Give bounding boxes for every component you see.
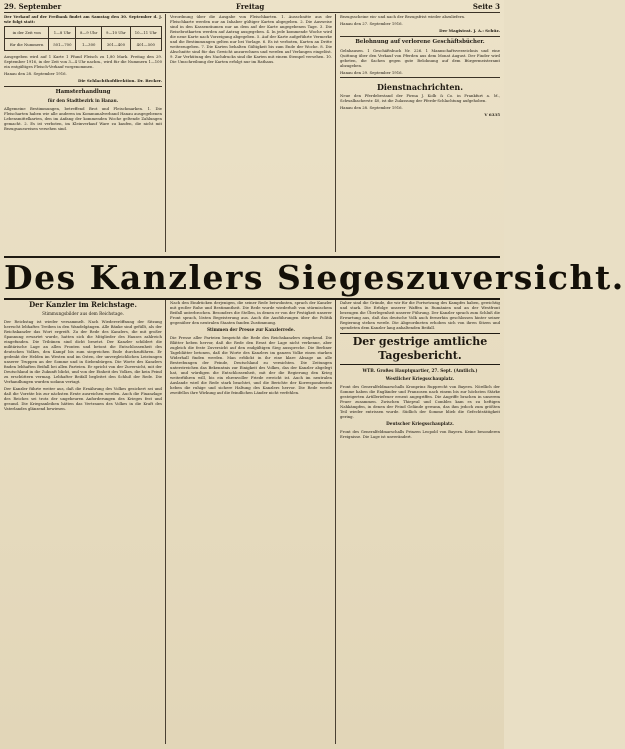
freibank-schedule-table xyxy=(4,26,162,51)
regulations-text: Verordnung über die Ausgabe von Fleischkarten. 1. Ausschnitte aus der Fleischkarte werden nur an Inhaber gültiger Karten abgegeben. 2. Die Ausweise sind in den Kassenräumen nur an dem auf der Karte angegebenen Tage. 3. Die Reisebrotkarten werden auf Antrag ausgegeben. 4. In jede kommende Woche wird die neue Karte nach Vorzeigung abgegeben. 5. Auf der Karte aufgeführte Vermerke und die Bestimmungen gelten nur bei Vorlage. 6. Es ist verboten, Karten an Dritte weiterzugeben. 7. Die Karten behalten Gültigkeit bis zum Ende der Woche. 8. Die Abschnitte sind für das Gewicht anzurechnen und werden auf Verlangen eingelöst. 9. Zur Verhütung des Nachdrucks sind die Karten mit einem Stempel versehen. 10. Die Umschreibung der Karten erfolgt nur im Rathaus. xyxy=(170,14,332,64)
table-cell: 1—8 Uhr xyxy=(49,27,76,39)
article-body: Nach den Eindrücken derjenigen, die seiner Rede beiwohnten, sprach der Kanzler mit großer Ruhe und Bestimmtheit. Die Rede wurde wiederholt von stürmischem Beifall unterbrochen. Besonders die Stellen, in denen er von der Festigkeit unserer Front sprach, lösten Begeisterung aus. Auch die Ausführungen über die Politik gegenüber den neutralen Staaten fanden Zustimmung. xyxy=(170,300,332,325)
article-body: Daher sind die Gründe, die wir für die Fortsetzung des Kampfes haben, gewichtig und stark. Die Erfolge unserer Waffen in Rumänien und an der Westfront bezeugen die Überlegenheit unserer Führung. Der Kanzler sprach zum Schluß die Erwartung aus, daß das deutsche Volk auch fernerhin geschlossen hinter seiner Regierung stehen werde. Die Abgeordneten erhoben sich von ihren Sitzen und spendeten dem Kanzler lang anhaltenden Beifall. xyxy=(340,300,500,330)
press-voices-body: Die Presse aller Parteien bespricht die Rede des Reichskanzlers eingehend. Die Blätter heben hervor, daß die Rede den Ernst der Lage nicht verkenne, aber zugleich die feste Zuversicht auf den endgültigen Sieg ausspreche. Die Berliner Tageblätter betonen, daß die Worte des Kanzlers im ganzen Volke einen starken Widerhall finden werden. Man erblickt in ihr eine klare Absage an alle Bestrebungen der Feinde, Deutschland zu vernichten. Die Zeitungen unterstreichen das Bekenntnis zur Einigkeit des Volkes, das der Kanzler abgelegt hat, und würdigen die Entschlossenheit, mit der die Regierung den Krieg weiterführen will, bis ein ehrenvoller Friede erreicht ist. Auch im neutralen Auslande wird die Rede stark beachtet, und die Berichte der Korrespondenten heben die ruhige und sichere Haltung des Kanzlers hervor. Die Rede werde zweifellos ihre Wirkung auf die feindlichen Länder nicht verfehlen. xyxy=(170,335,332,395)
lost-books-title: Belohnung auf verlorene Geschäftsbücher. xyxy=(355,39,485,45)
hamster-notice-subtitle: für den Stadtbezirk in Hanau. xyxy=(47,98,119,103)
dienstnachrichten-body: Neue den Pferdebestand der Firma J. Kolb & Co. in Frankfurt a. M., Schwalbacherstr. 40, ist die Zulassung der Pferde-Schlachtung aufgehoben. xyxy=(340,93,500,103)
table-cell: 501—700 xyxy=(49,39,76,51)
eastern-front-body: Front des Generalfeldmarschalls Prinzen Leopold von Bayern. Keine besonderen Ereignisse. Die Lage ist unverändert. xyxy=(340,429,500,439)
table-cell: 301—400 xyxy=(102,39,131,51)
table-cell: 1—300 xyxy=(76,39,102,51)
bezugsschein-date: Hanau den 27. September 1916. xyxy=(340,21,403,26)
table-cell: 10—11 Uhr xyxy=(130,27,161,39)
divider xyxy=(4,86,162,87)
page-header xyxy=(4,2,500,13)
column-divider xyxy=(165,300,166,744)
freibank-notice-date: Hanau den 28. September 1916. xyxy=(4,71,67,76)
press-voices-title: Stimmen der Presse zur Kanzlerrede. xyxy=(207,327,295,332)
header-page-number: Seite 3 xyxy=(472,2,500,11)
article-body-continued: Der Kanzler führte weiter aus, daß die Ernährung des Volkes gesichert sei und daß die Vorräte bis zur nächsten Ernte ausreichen werden. Auch die Finanzlage des Reiches sei trotz der ungeheuren Anforderungen des Krieges fest und gesund. Die Kriegsanleihen hätten das Vertrauen des Volkes in die Kraft des Vaterlandes glänzend bewiesen. xyxy=(4,386,162,411)
divider xyxy=(340,36,500,37)
lower-column-2 xyxy=(170,300,332,744)
table-cell: 8—9 Uhr xyxy=(76,27,102,39)
dienstnachrichten-title: Dienstnachrichten. xyxy=(376,82,464,92)
western-front-heading: Westlicher Kriegsschauplatz. xyxy=(385,376,455,381)
freibank-notice-signature: Die Schlachthofdirektion. Dr. Becker. xyxy=(77,78,162,83)
table-cell: für die Nummern xyxy=(5,39,49,51)
freibank-notice-body: Ausgegeben wird auf 1 Karte 1 Pfund Fleisch zu 1,80 Mark. Freitag den 29. September 1916, in der Zeit von 3—4 Uhr nachm., wird für die Nummern 1—100 ein entgültiges Fleisch-Verkauf vorgenommen. xyxy=(4,54,162,69)
freibank-notice-intro: Der Verkauf auf der Freibank findet am Samstag den 30. September d. J. wie folgt statt: xyxy=(4,14,162,24)
hamster-notice-title: Hamsterhandlung xyxy=(55,89,111,95)
article-body: Der Reichstag ist wieder versammelt. Nach Wiedereröffnung der Sitzung herrscht lebhaftes Treiben in den Wandelgängen. Alle Bänke sind gefüllt, als der Reichskanzler das Wort ergreift. Zu der Rede des Kanzlers, die mit großer Spannung erwartet wurde, hatten sich die Mitglieder des Hauses zahlreich eingefunden. Die Tribünen sind dicht besetzt. Der Kanzler schildert die militärische Lage an allen Fronten und betont die Entschlossenheit des deutschen Volkes, den Kampf bis zum siegreichen Ende durchzuführen. Er gedenkt der Helden im Westen und im Osten, der unvergleichlichen Leistungen unserer Truppen an der Somme und in Siebenbürgen. Die Worte des Kanzlers finden lebhaften Beifall bei allen Parteien. Er spricht von der Zuversicht, mit der Deutschland in die Zukunft blickt, und von der Einheit des Volkes, die kein Feind zu erschüttern vermag. Lebhafter Beifall begleitet den Schluß der Rede. Die Verhandlungen wurden sodann vertagt. xyxy=(4,319,162,384)
table-row xyxy=(5,27,162,39)
main-headline: Des Kanzlers Siegeszuversicht. xyxy=(4,258,625,297)
upper-column-2 xyxy=(170,14,332,254)
lower-column-3 xyxy=(340,300,500,744)
column-divider xyxy=(335,14,336,252)
header-date: 29. September xyxy=(4,2,62,11)
magistrat-signature: Der Magistrat. J. A.: Schüz. xyxy=(439,28,500,33)
article-title: Der Kanzler im Reichstage. xyxy=(29,300,137,309)
bezugsschein-text: Bezugsscheine ein- und nach der Bezugsfrist wieder abzuliefern. xyxy=(340,14,466,19)
table-cell: 9—10 Uhr xyxy=(102,27,131,39)
upper-column-1 xyxy=(4,14,162,254)
hamster-notice-body: Allgemeine Bestimmungen, betreffend Brot und Fleischmarken. 1. Die Fleischarten haben wie alle anderen im Kommunalverband Hanau ausgegebenen Lebensmittelkarten, den im Anfang der kommenden Woche geltende Zahlungen gemacht. 2. Es ist verboten, im Kleinverkauf Ware zu kaufen, die nicht mit Bezugsausweisen versehen sind. xyxy=(4,106,162,131)
divider xyxy=(340,77,500,78)
table-row xyxy=(5,39,162,51)
table-cell: 401—500 xyxy=(130,39,161,51)
upper-column-3 xyxy=(340,14,500,254)
eastern-front-heading: Deutscher Kriegsschauplatz. xyxy=(386,421,454,426)
dienstnachrichten-signature: V 6335 xyxy=(484,112,500,117)
lost-books-date: Hanau den 29. September 1916. xyxy=(340,70,403,75)
lost-books-body: Gelnhausen. 1 Geschäftsbuch Nr. 226. 1 Mannschaftsverzeichnis und eine Quittung über den Verkauf von Pferden aus dem Monat August. Der Finder wird gebeten, die Sachen gegen gute Belohnung auf dem Bürgermeisteramt abzugeben. xyxy=(340,48,500,68)
daily-report-box xyxy=(340,333,500,365)
column-divider xyxy=(165,14,166,252)
column-divider xyxy=(335,300,336,744)
western-front-body: Front des Generalfeldmarschalls Kronprinz Rupprecht von Bayern. Nördlich der Somme haben die Engländer und Franzosen nach einem bis zur höchsten Stärke gesteigerten Artilleriefeuer erneut angegriffen. Die Angriffe brachen in unserem Feuer zusammen. Zwischen Thiepval und Combles kam es zu heftigen Nahkämpfen, in denen der Feind Gelände gewann, das ihm jedoch zum größten Teil wieder entrissen wurde. Südlich der Somme blieb die Gefechtstätigkeit gering. xyxy=(340,384,500,419)
headline-band xyxy=(4,256,625,300)
daily-report-title: Der gestrige amtliche Tagesbericht. xyxy=(352,335,488,362)
article-subtitle: Stimmungsbilder aus dem Reichstage. xyxy=(42,311,124,316)
table-cell: in der Zeit von xyxy=(5,27,49,39)
daily-report-dateline: WTB. Großes Hauptquartier, 27. Sept. (Amtlich.) xyxy=(362,368,478,373)
lower-column-1 xyxy=(4,300,162,744)
dienstnachrichten-date: Hanau den 28. September 1916. xyxy=(340,105,403,110)
header-weekday: Freitag xyxy=(236,2,265,11)
